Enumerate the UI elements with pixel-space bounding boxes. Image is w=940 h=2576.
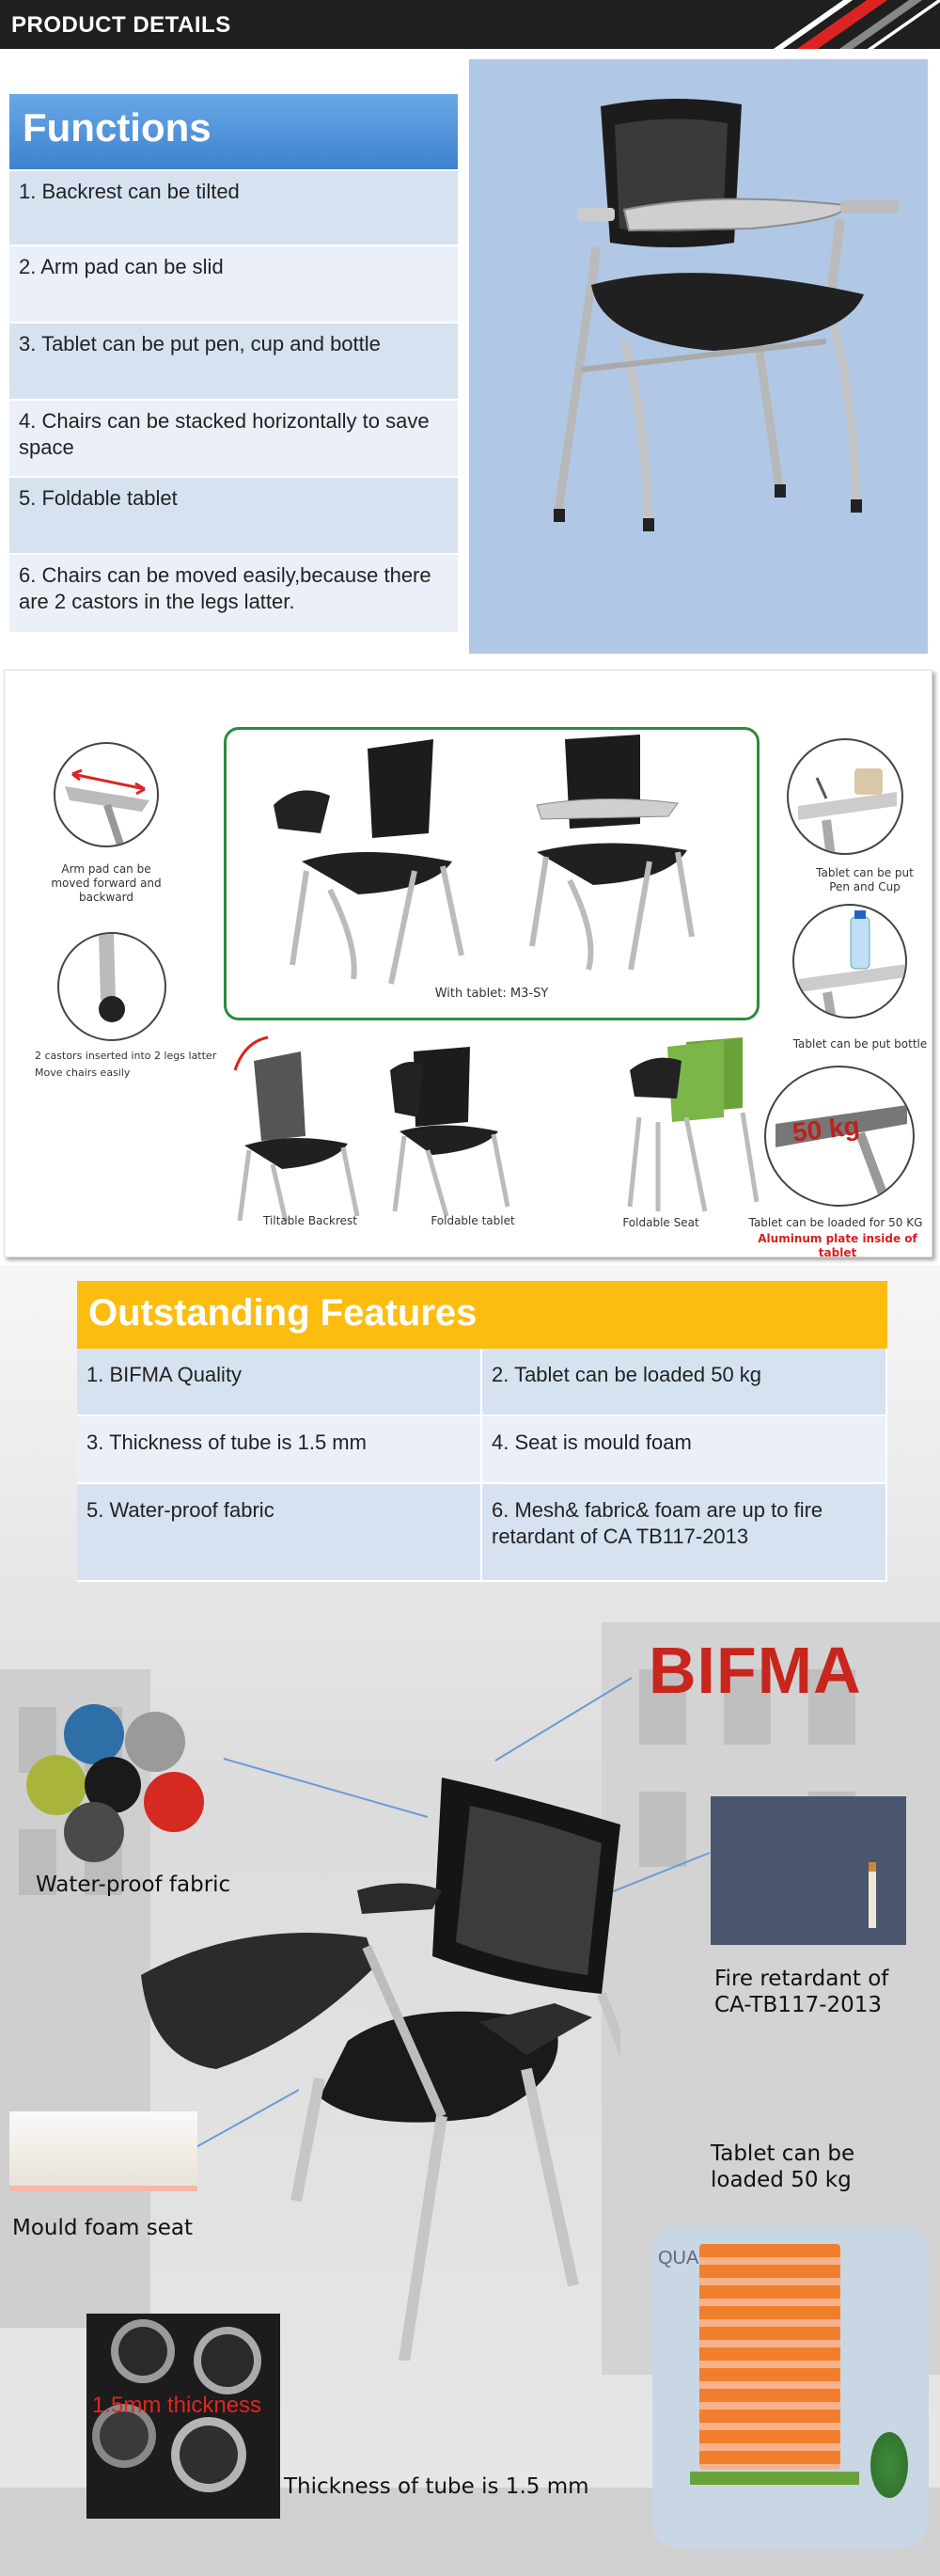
- fire-retardant-label-1: Fire retardant of: [714, 1967, 889, 1991]
- outstanding-title: Outstanding Features: [77, 1281, 887, 1349]
- weight-badge: 50 kg: [791, 1111, 861, 1147]
- tube-photo: [86, 2314, 280, 2519]
- mould-foam-label: Mould foam seat: [12, 2216, 194, 2240]
- function-item-1: 1. Backrest can be tilted: [9, 171, 458, 246]
- fire-retardant-photo: [711, 1796, 906, 1945]
- tablet-chairs-illustration: [227, 730, 757, 1018]
- castor-icon: [59, 934, 166, 1041]
- boxes-brand-label: QUA: [658, 2248, 699, 2268]
- test-chair-seat: [690, 2472, 859, 2485]
- plant-icon: [870, 2432, 908, 2498]
- tablet-loaded-label-1: Tablet can be: [711, 2141, 855, 2166]
- feature-item-1: 1. BIFMA Quality: [77, 1349, 482, 1416]
- hero-chair-illustration: [469, 59, 928, 654]
- bottle-caption: Tablet can be put bottle: [792, 1037, 928, 1051]
- load-test-photo: [652, 2225, 929, 2549]
- function-item-2: 2. Arm pad can be slid: [9, 246, 458, 324]
- tube-thickness-overlay: 1.5mm thickness: [92, 2393, 262, 2418]
- functions-title: Functions: [9, 94, 458, 171]
- fire-retardant-label-2: CA-TB117-2013: [714, 1993, 883, 2017]
- stacked-boxes: [699, 2244, 840, 2470]
- tiltable-backrest-caption: Tiltable Backrest: [263, 1214, 357, 1227]
- tablet-model-caption: With tablet: M3-SY: [434, 987, 549, 1001]
- arm-pad-caption: Arm pad can be moved forward and backward: [51, 862, 162, 904]
- feature-overview-panel: [4, 670, 932, 1257]
- function-item-6: 6. Chairs can be moved easily,because there are 2 castors in the legs latter.: [9, 555, 458, 634]
- aluminum-caption: Aluminum plate inside of tablet: [758, 1232, 917, 1259]
- pen-cup-detail-circle: [787, 738, 903, 855]
- load-detail-circle: [764, 1066, 915, 1207]
- function-item-5: 5. Foldable tablet: [9, 478, 458, 555]
- cigarette-icon: [869, 1862, 876, 1928]
- features-row-3: [77, 1484, 887, 1582]
- tablet-loaded-label-2: loaded 50 kg: [711, 2168, 852, 2192]
- arm-pad-detail-circle: [54, 742, 159, 847]
- tablet-chairs-frame: [224, 727, 760, 1020]
- load-caption: Tablet can be loaded for 50 KG: [748, 1216, 923, 1229]
- function-item-4: 4. Chairs can be stacked horizontally to save space: [9, 401, 458, 478]
- castors-detail-circle: [57, 932, 166, 1041]
- feature-item-2: 2. Tablet can be loaded 50 kg: [482, 1349, 887, 1416]
- function-item-3: 3. Tablet can be put pen, cup and bottle: [9, 324, 458, 401]
- feature-item-6: 6. Mesh& fabric& foam are up to fire retardant of CA TB117-2013: [482, 1484, 887, 1582]
- feature-item-5: 5. Water-proof fabric: [77, 1484, 482, 1582]
- hero-chair-image: [469, 59, 928, 654]
- pen-cup-caption: Tablet can be put Pen and Cup: [816, 866, 914, 893]
- page-header: [0, 0, 940, 49]
- outstanding-features-table: [77, 1281, 887, 1582]
- chair-variants-illustration: [216, 1033, 837, 1221]
- bottle-icon: [794, 906, 907, 1019]
- features-row-1: [77, 1349, 887, 1416]
- arm-pad-icon: [55, 744, 159, 847]
- waterproof-label: Water-proof fabric: [36, 1873, 231, 1897]
- bottle-detail-circle: [792, 904, 907, 1019]
- feature-item-3: 3. Thickness of tube is 1.5 mm: [77, 1416, 482, 1484]
- foldable-tablet-caption: Foldable tablet: [431, 1214, 515, 1227]
- pen-cup-icon: [789, 740, 903, 855]
- bifma-logo: BIFMA: [649, 1634, 862, 1707]
- functions-table: [9, 94, 458, 634]
- castors-caption-1: 2 castors inserted into 2 legs latter: [35, 1050, 217, 1062]
- features-row-2: [77, 1416, 887, 1484]
- header-title: PRODUCT DETAILS: [11, 12, 231, 38]
- foldable-seat-caption: Foldable Seat: [622, 1216, 699, 1229]
- tube-thickness-label: Thickness of tube is 1.5 mm: [284, 2474, 589, 2499]
- castors-caption-2: Move chairs easily: [35, 1067, 131, 1079]
- mould-foam-photo: [9, 2111, 197, 2191]
- main-chair-illustration: [132, 1759, 620, 2361]
- feature-item-4: 4. Seat is mould foam: [482, 1416, 887, 1484]
